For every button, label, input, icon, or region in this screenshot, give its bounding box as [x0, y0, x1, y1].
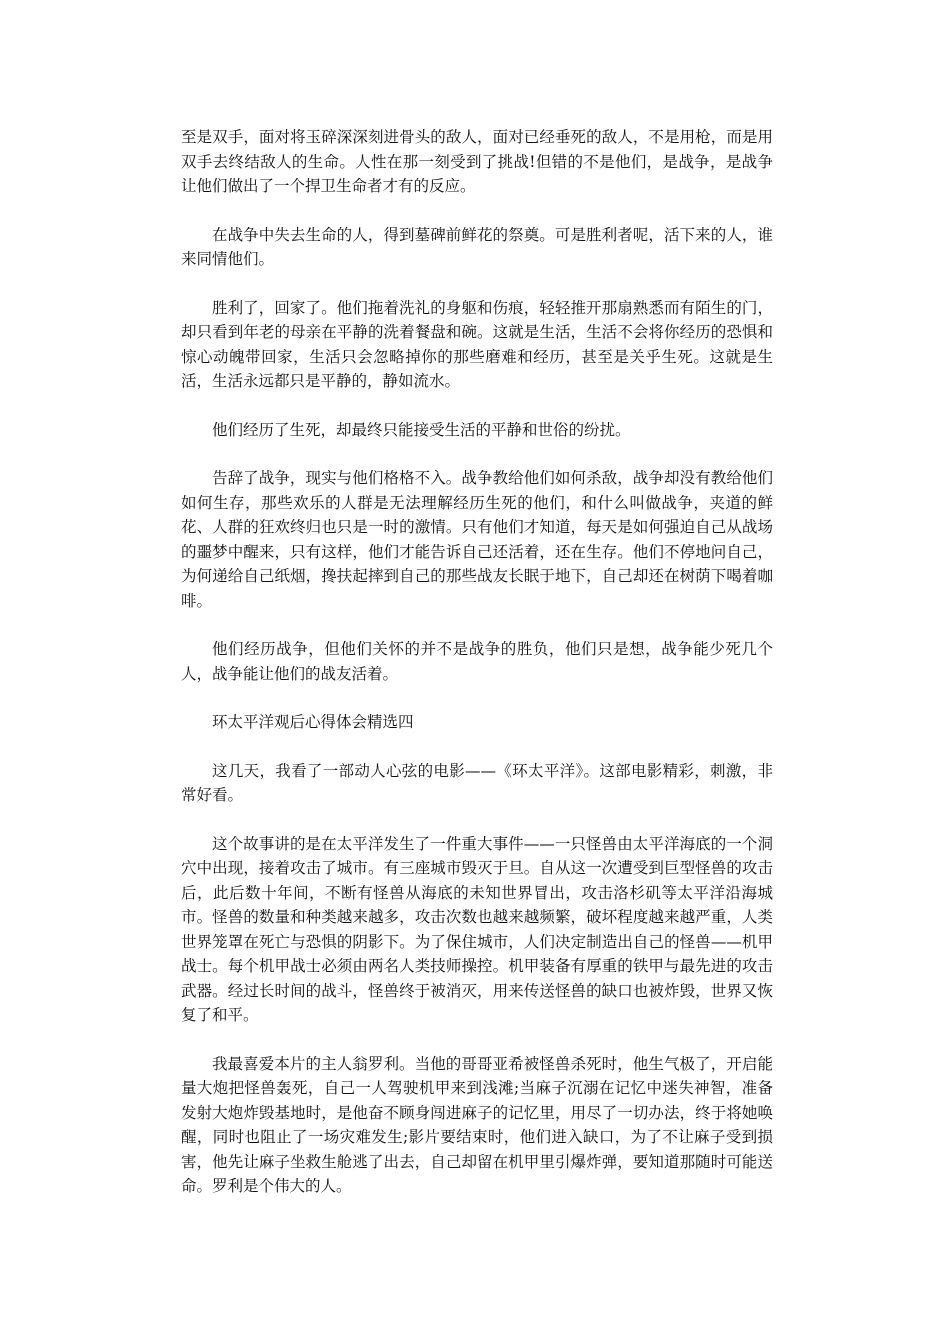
- document-body: [181, 125, 773, 1223]
- paragraph: 胜利了，回家了。他们拖着洗礼的身躯和伤痕，轻轻推开那扇熟悉而有陌生的门，却只看到年老的母亲在平静的洗着餐盘和碗。这就是生活，生活不会将你经历的恐惧和惊心动魄带回家，生活只会忽略掉你的那些磨难和经历，甚至是关乎生死。这就是生活，生活永远都只是平静的，静如流水。: [181, 298, 773, 390]
- paragraph: 他们经历战争，但他们关怀的并不是战争的胜负，他们只是想，战争能少死几个人，战争能让他们的战友活着。: [181, 640, 773, 683]
- paragraph: 这个故事讲的是在太平洋发生了一件重大事件——一只怪兽由太平洋海底的一个洞穴中出现，接着攻击了城市。有三座城市毁灭于旦。自从这一次遭受到巨型怪兽的攻击后，此后数十年间，不断有怪兽从海底的未知世界冒出，攻击洛杉矶等太平洋沿海城市。怪兽的数量和种类越来越多，攻击次数也越来越频繁，破坏程度越来越严重，人类世界笼罩在死亡与恐惧的阴影下。为了保住城市，人们决定制造出自己的怪兽——机甲战士。每个机甲战士必须由两名人类技师操控。机甲装备有厚重的铁甲与最先进的攻击武器。经过长时间的战斗，怪兽终于被消灭，用来传送怪兽的缺口也被炸毁，世界又恢复了和平。: [181, 834, 773, 1024]
- paragraph: 他们经历了生死，却最终只能接受生活的平静和世俗的纷扰。: [212, 420, 631, 439]
- paragraph: 在战争中失去生命的人，得到墓碑前鲜花的祭奠。可是胜利者呢，活下来的人，谁来同情他们。: [181, 225, 773, 268]
- paragraph: 告辞了战争，现实与他们格格不入。战争教给他们如何杀敌，战争却没有教给他们如何生存，那些欢乐的人群是无法理解经历生死的他们，和什么叫做战争，夹道的鲜花、人群的狂欢终归也只是一时的激情。只有他们才知道，每天是如何强迫自己从战场的噩梦中醒来，只有这样，他们才能告诉自己还活着，还在生存。他们不停地问自己，为何递给自己纸烟，搀扶起摔到自己的那些战友长眠于地下，自己却还在树荫下喝着咖啡。: [181, 469, 773, 610]
- paragraph: 我最喜爱本片的主人翁罗利。当他的哥哥亚希被怪兽杀死时，他生气极了，开启能量大炮把怪兽轰死，自己一人驾驶机甲来到浅滩;当麻子沉溺在记忆中迷失神智，准备发射大炮炸毁基地时，是他奋不顾身闯进麻子的记忆里，用尽了一切办法，终于将她唤醒，同时也阻止了一场灾难发生;影片要结束时，他们进入缺口，为了不让麻子受到损害，他先让麻子坐救生舱逃了出去，自己却留在机甲里引爆炸弹，要知道那随时可能送命。罗利是个伟大的人。: [181, 1054, 773, 1195]
- paragraph: 至是双手，面对将玉碎深深刻进骨头的敌人，面对已经垂死的敌人，不是用枪，而是用双手去终结敌人的生命。人性在那一刻受到了挑战!但错的不是他们，是战争，是战争让他们做出了一个捍卫生命者才有的反应。: [181, 128, 773, 195]
- paragraph: 这几天，我看了一部动人心弦的电影——《环太平洋》。这部电影精彩，刺激，非常好看。: [181, 761, 773, 804]
- section-title: 环太平洋观后心得体会精选四: [212, 713, 414, 731]
